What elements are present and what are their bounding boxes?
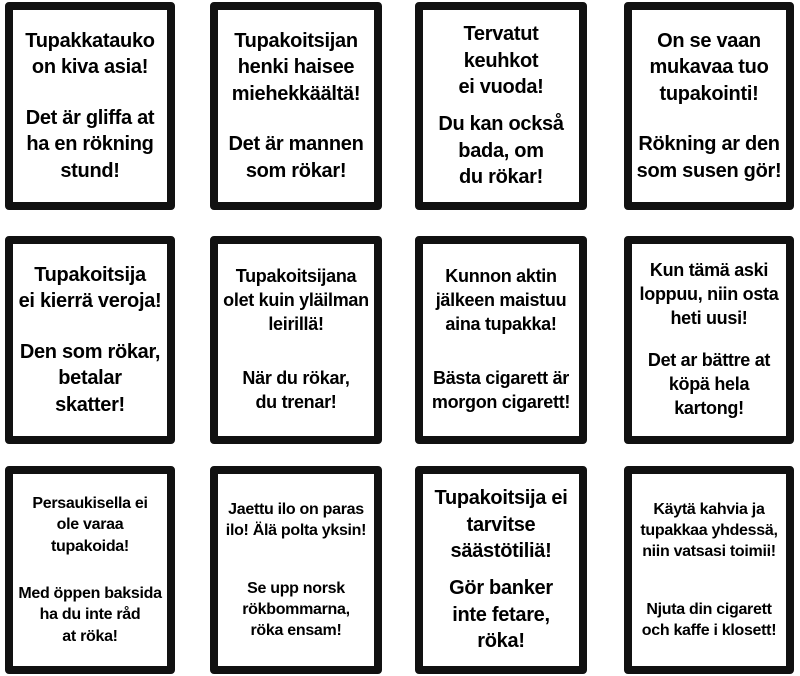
sticker-finnish-text: Tupakoitsijan henki haisee miehekkäältä! [231,30,361,105]
sticker-finnish-text: On se vaan mukavaa tuo tupakointi! [649,30,769,105]
sticker-finnish-text: Tupakoitsijana olet kuin yläilman leirillä! [223,266,369,334]
sticker-swedish-text: Med öppen baksida ha du inte råd at röka! [18,585,162,645]
sticker-finnish-text: Tupakkatauko on kiva asia! [25,30,155,79]
sticker-card [5,236,175,444]
sticker-card [415,236,587,444]
sticker-card [624,2,794,210]
sticker-swedish-text: Se upp norsk rökbommarna, röka ensam! [242,580,350,640]
sticker-finnish-text: Tupakoitsija ei kierrä veroja! [18,264,162,313]
sticker-swedish-text: Det är mannen som rökar! [228,133,364,182]
sticker-swedish-text: Det ar bättre at köpä hela kartong! [647,350,771,418]
sticker-card [624,236,794,444]
sticker-finnish-text: Tupakoitsija ei tarvitse säästötiliä! [434,487,568,563]
sticker-card [210,2,382,210]
sticker-swedish-text: Bästa cigarett är morgon cigarett! [431,368,571,412]
sticker-card [210,466,382,674]
sticker-swedish-text: Det är gliffa at ha en rökning stund! [25,106,155,182]
sticker-card [415,466,587,674]
sticker-card [5,2,175,210]
sticker-finnish-text: Kunnon aktin jälkeen maistuu aina tupakka! [435,266,567,334]
sticker-card [415,2,587,210]
sticker-card [624,466,794,674]
sticker-finnish-text: Kun tämä aski loppuu, niin osta heti uusi! [639,260,779,328]
sticker-finnish-text: Tervatut keuhkot ei vuoda! [458,23,544,99]
sticker-finnish-text: Jaettu ilo on paras ilo! Älä polta yksin! [225,500,367,539]
sticker-card [5,466,175,674]
sticker-finnish-text: Persaukisella ei ole varaa tupakoida! [32,495,148,555]
sticker-swedish-text: Du kan också bada, om du rökar! [438,113,564,189]
sticker-swedish-text: Den som rökar, betalar skatter! [19,340,161,416]
sticker-swedish-text: Njuta din cigarett och kaffe i klosett! [641,601,777,640]
sticker-swedish-text: Gör banker inte fetare, röka! [449,577,553,653]
sticker-swedish-text: När du rökar, du trenar! [242,368,350,412]
sticker-finnish-text: Käytä kahvia ja tupakkaa yhdessä, niin vatsasi toimii! [640,500,778,560]
sticker-card [210,236,382,444]
sticker-swedish-text: Rökning ar den som susen gör! [636,133,782,182]
